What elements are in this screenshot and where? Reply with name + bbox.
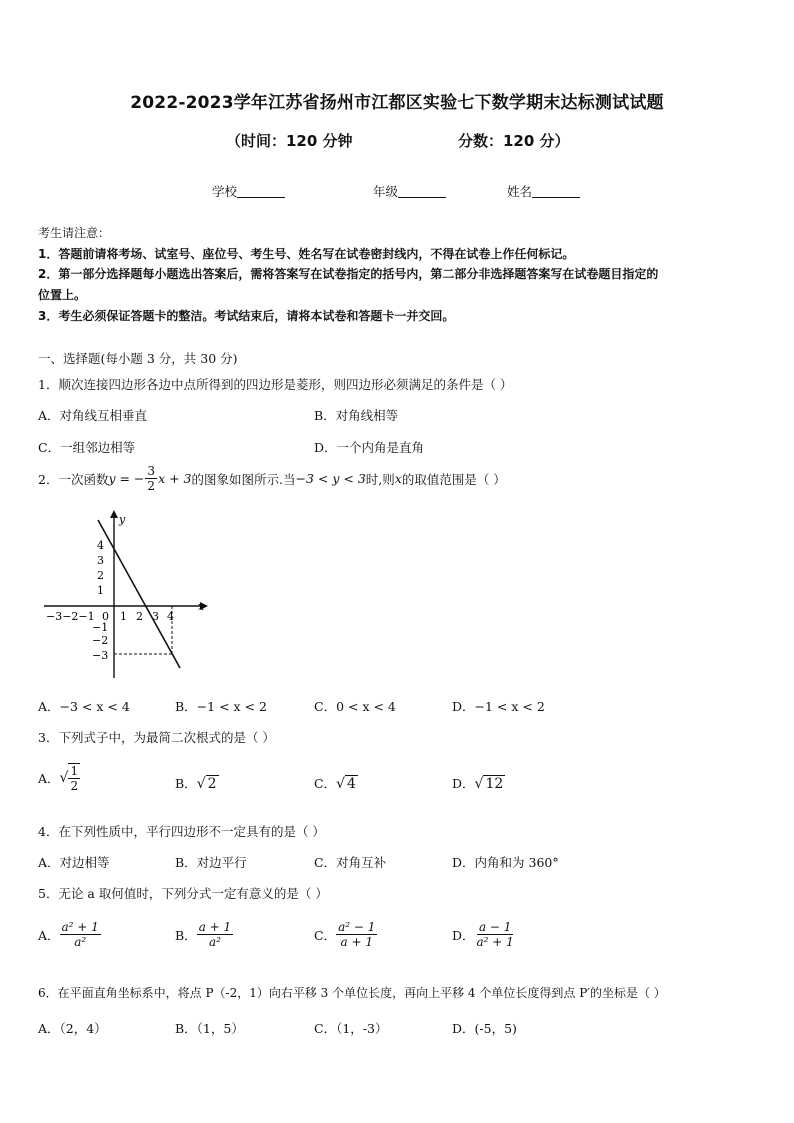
- q2-graph: [40, 506, 220, 686]
- q5-c-label: C．: [314, 927, 337, 943]
- y-tick-1: 1: [97, 584, 104, 597]
- x-tick-negatives: −3−2−1: [46, 610, 95, 623]
- grade-field: [373, 182, 446, 200]
- q3-d-sqrt: √ 12: [474, 776, 504, 792]
- origin-label: 0: [102, 610, 109, 623]
- q2-frac-num: 3: [147, 464, 156, 478]
- q3-a-sqrt: √: [59, 770, 69, 786]
- school-blank[interactable]: [237, 185, 285, 198]
- q6-option-d[interactable]: D．(-5，5): [452, 1021, 517, 1036]
- q6-option-a[interactable]: A．（2，4）: [38, 1021, 107, 1036]
- name-field: [507, 182, 580, 200]
- q4-option-d[interactable]: D．内角和为 360°: [452, 855, 559, 870]
- y-tick-4: 4: [97, 539, 104, 552]
- q2-option-b[interactable]: B．−1 < x < 2: [175, 699, 267, 714]
- q1-stem: 1．顺次连接四边形各边中点所得到的四边形是菱形，则四边形必须满足的条件是（ ）: [38, 377, 513, 392]
- q2-stem-c: 时,则: [365, 471, 395, 487]
- q5-a-label: A．: [38, 927, 60, 943]
- note-item: 3．考生必须保证答题卡的整洁。考试结束后，请将本试卷和答题卡一并交回。: [38, 309, 455, 323]
- q6-stem: 6．在平面直角坐标系中，将点 P（-2，1）向右平移 3 个单位长度，再向上平移 4 个单位长度得到点 P′的坐标是（ ）: [38, 986, 666, 1000]
- school-label: 学校: [212, 184, 238, 199]
- q3-option-a[interactable]: [38, 763, 80, 793]
- q3-a-num: 1: [70, 764, 79, 778]
- q3-option-b[interactable]: [175, 774, 219, 792]
- q5-b-den: a²: [208, 935, 221, 949]
- notes-heading: 考生请注意：: [38, 226, 111, 240]
- grade-label: 年级: [373, 184, 399, 199]
- x-tick-2: 2: [136, 610, 143, 623]
- q3-stem: 3．下列式子中，为最简二次根式的是（ ）: [38, 730, 275, 745]
- exam-time: （时间：120 分钟: [226, 132, 353, 150]
- q1-option-c[interactable]: C．一组邻边相等: [38, 440, 136, 455]
- q5-c-den: a + 1: [340, 935, 373, 949]
- q1-option-d[interactable]: D．一个内角是直角: [314, 440, 425, 455]
- x-tick-4: 4: [167, 610, 174, 623]
- q5-b-num: a + 1: [198, 920, 232, 934]
- q2-option-c[interactable]: C．0 < x < 4: [314, 699, 396, 714]
- q4-option-b[interactable]: B．对边平行: [175, 855, 247, 870]
- q1-option-a[interactable]: A．对角线互相垂直: [38, 408, 148, 423]
- q5-option-b[interactable]: [175, 920, 233, 949]
- q5-b-label: B．: [175, 927, 197, 943]
- q5-a-fraction: [60, 920, 101, 949]
- q2-equation-rhs: x + 3: [158, 471, 192, 486]
- q3-d-radicand: 12: [485, 776, 504, 792]
- q5-a-num: a² + 1: [61, 920, 99, 934]
- y-tick-neg1: −1: [92, 621, 109, 634]
- q2-stem-a: 2．一次函数: [38, 471, 109, 487]
- q5-c-fraction: [336, 920, 377, 949]
- q2-variable: x: [394, 471, 402, 486]
- q6-option-c[interactable]: C．（1，-3）: [314, 1021, 388, 1036]
- q2-stem: [38, 464, 506, 493]
- q3-option-d[interactable]: [452, 774, 505, 792]
- exam-score: 分数：120 分）: [458, 132, 570, 150]
- q2-equation-lhs: y = −: [108, 471, 145, 486]
- q3-a-label: A．: [38, 771, 60, 786]
- q5-a-den: a²: [74, 935, 87, 949]
- name-blank[interactable]: [532, 185, 580, 198]
- q4-stem: 4．在下列性质中，平行四边形不一定具有的是（ ）: [38, 824, 325, 839]
- q3-b-radicand: 2: [207, 776, 217, 792]
- y-axis-label: y: [119, 513, 126, 526]
- q5-d-label: D．: [452, 927, 475, 943]
- q3-a-fraction: [68, 763, 80, 793]
- school-field: [212, 182, 285, 200]
- y-tick-3: 3: [97, 554, 104, 567]
- q3-c-radicand: 4: [347, 776, 356, 792]
- q5-b-fraction: [197, 920, 233, 949]
- q3-d-label: D．: [452, 776, 475, 791]
- x-tick-1: 1: [120, 610, 127, 623]
- q2-fraction: [145, 464, 157, 493]
- q5-option-a[interactable]: [38, 920, 101, 949]
- q6-option-b[interactable]: B．（1，5）: [175, 1021, 244, 1036]
- q3-option-c[interactable]: [314, 774, 358, 792]
- x-tick-3: 3: [152, 610, 159, 623]
- q2-stem-d: 的取值范围是（ ）: [401, 471, 506, 487]
- q4-option-c[interactable]: C．对角互补: [314, 855, 387, 870]
- q5-option-d[interactable]: [452, 920, 516, 949]
- q3-b-label: B．: [175, 776, 197, 791]
- q5-d-fraction: [475, 920, 516, 949]
- y-tick-neg3: −3: [92, 649, 109, 662]
- y-axis-arrow: [110, 510, 118, 518]
- q3-c-label: C．: [314, 776, 337, 791]
- q5-option-c[interactable]: [314, 920, 377, 949]
- q3-c-sqrt: √ 4: [336, 776, 356, 792]
- q2-option-d[interactable]: D．−1 < x < 2: [452, 699, 545, 714]
- x-axis-label: x: [198, 600, 205, 613]
- name-label: 姓名: [507, 184, 533, 199]
- q2-stem-b: 的图象如图所示.当: [191, 471, 296, 487]
- q5-stem: 5．无论 a 取何值时，下列分式一定有意义的是（ ）: [38, 886, 328, 901]
- y-tick-2: 2: [97, 569, 104, 582]
- note-item: 2．第一部分选择题每小题选出答案后，需将答案写在试卷指定的括号内，第二部分非选择题答案写在试卷题目指定的: [38, 267, 659, 281]
- q3-a-den: 2: [70, 779, 79, 793]
- q5-d-num: a − 1: [478, 920, 512, 934]
- grade-blank[interactable]: [398, 185, 446, 198]
- q4-option-a[interactable]: A．对边相等: [38, 855, 110, 870]
- page-title: 2022-2023学年江苏省扬州市江都区实验七下数学期末达标测试试题: [130, 93, 664, 113]
- q5-d-den: a² + 1: [476, 935, 514, 949]
- q3-b-sqrt: √ 2: [196, 776, 217, 792]
- note-item: 位置上。: [38, 288, 87, 302]
- q2-condition: −3 < y < 3: [295, 471, 366, 486]
- q5-c-num: a² − 1: [338, 920, 376, 934]
- q1-option-b[interactable]: B．对角线相等: [314, 408, 399, 423]
- section-heading: 一、选择题(每小题 3 分，共 30 分): [38, 351, 238, 366]
- y-tick-neg2: −2: [92, 634, 109, 647]
- function-line: [98, 520, 180, 668]
- q2-frac-den: 2: [147, 479, 156, 493]
- note-item: 1．答题前请将考场、试室号、座位号、考生号、姓名写在试卷密封线内，不得在试卷上作任何标记。: [38, 247, 575, 261]
- q2-option-a[interactable]: A．−3 < x < 4: [38, 699, 130, 714]
